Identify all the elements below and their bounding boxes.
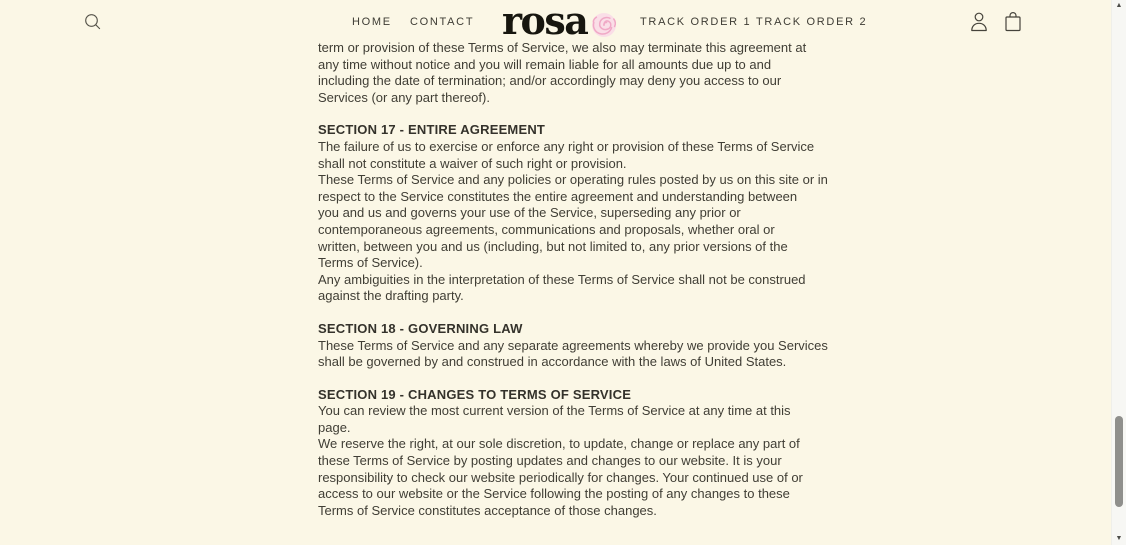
vertical-scrollbar[interactable] (1111, 0, 1126, 545)
section-title: SECTION 17 - ENTIRE AGREEMENT (318, 122, 546, 138)
text-line: These Terms of Service and any policies or operating rules posted by us on this site or in (318, 172, 828, 188)
account-icon (968, 22, 990, 37)
nav-item-track-order-1[interactable]: TRACK ORDER 1 (640, 16, 752, 28)
section-body (318, 338, 828, 371)
logo-text: rosa (502, 0, 588, 43)
text-line: contemporaneous agreements, communications and proposals, whether oral or (318, 221, 775, 237)
text-line: term or provision of these Terms of Service, we also may terminate this agreement at (318, 40, 807, 55)
section-title: SECTION 18 - GOVERNING LAW (318, 320, 523, 336)
cart-button[interactable] (1002, 10, 1024, 34)
text-line: You can review the most current version of the Terms of Service at any time at this (318, 403, 791, 419)
text-line: you and us and governs your use of the Service, superseding any prior or (318, 205, 741, 221)
search-button[interactable] (82, 11, 104, 33)
text-line: Terms of Service constitutes acceptance of those changes. (318, 502, 657, 518)
terms-section (318, 387, 828, 520)
terms-intro-paragraph (318, 40, 828, 106)
text-line: We reserve the right, at our sole discretion, to update, change or replace any part of (318, 436, 800, 452)
text-line: written, between you and us (including, but not limited to, any prior versions of the (318, 238, 788, 254)
text-line: Any ambiguities in the interpretation of these Terms of Service shall not be construed (318, 271, 806, 287)
text-line: Terms of Service). (318, 255, 423, 271)
text-line: page. (318, 419, 351, 435)
scrollbar-down-arrow-icon[interactable]: ▼ (1115, 535, 1123, 542)
text-line: any time without notice and you will remain liable for all amounts due up to and (318, 56, 772, 72)
text-line: against the drafting party. (318, 288, 464, 304)
cart-bag-icon (1002, 22, 1024, 37)
section-title: SECTION 19 - CHANGES TO TERMS OF SERVICE (318, 386, 632, 402)
nav-item-track-order-2[interactable]: TRACK ORDER 2 (756, 16, 868, 28)
nav-item-home[interactable]: HOME (352, 16, 392, 28)
scrollbar-thumb[interactable] (1115, 416, 1123, 507)
text-line: The failure of us to exercise or enforce any right or provision of these Terms of Service (318, 138, 815, 154)
account-button[interactable] (968, 10, 990, 34)
text-line: These Terms of Service and any separate agreements whereby we provide you Services (318, 337, 828, 353)
section-body (318, 403, 828, 519)
terms-section (318, 122, 828, 305)
scrollbar-up-arrow-icon[interactable]: ▲ (1115, 2, 1123, 9)
text-line: shall not constitute a waiver of such right or provision. (318, 155, 627, 171)
nav-item-contact[interactable]: CONTACT (410, 16, 475, 28)
text-line: including the date of termination; and/or accordingly may deny you access to our (318, 73, 782, 89)
terms-of-service-content (318, 40, 828, 519)
terms-section (318, 321, 828, 371)
terms-sections (318, 122, 828, 519)
text-line: access to our website or the Service following the posting of any changes to these (318, 486, 790, 502)
text-line: respect to the Service constitutes the entire agreement and understanding between (318, 188, 798, 204)
search-icon (82, 21, 104, 36)
section-body (318, 139, 828, 305)
text-line: these Terms of Service by posting updates and changes to our website. It is your (318, 453, 782, 469)
text-line: responsibility to check our website periodically for changes. Your continued use of or (318, 469, 803, 485)
text-line: Services (or any part thereof). (318, 89, 490, 105)
text-line: shall be governed by and construed in accordance with the laws of United States. (318, 354, 787, 370)
